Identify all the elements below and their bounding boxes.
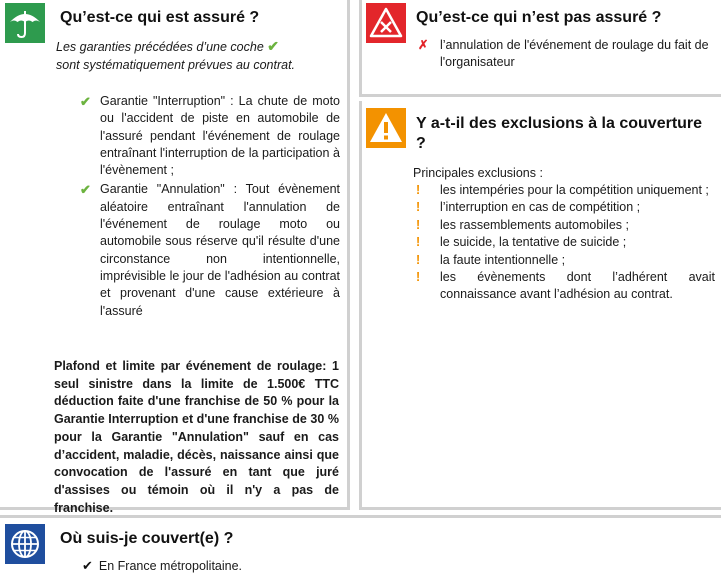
guarantee-list xyxy=(78,93,340,320)
exclusions-panel xyxy=(359,101,721,510)
not-covered-icon xyxy=(366,3,406,43)
guarantee-text: Garantie "Interruption" : La chute de moto ou l'accident de piste en automobile de l'assuré pendant l'événement de roulage entraînant l'interruption de la participation à l'évènement ; xyxy=(100,94,340,178)
guarantee-item xyxy=(78,93,340,179)
exclusion-item: ! les évènements dont l’adhérent avait connaissance avant l’adhésion au contrat. xyxy=(416,270,715,302)
not-assured-text: l’annulation de l'événement de roulage du fait de l'organisateur xyxy=(440,38,709,69)
umbrella-icon xyxy=(5,3,45,43)
exclusions-title: Y a-t-il des exclusions à la couverture ? xyxy=(416,115,703,152)
red-cross-icon: ✗ xyxy=(418,38,429,52)
exclamation-icon: ! xyxy=(416,200,421,215)
assured-title: Qu’est-ce qui est assuré ? xyxy=(60,9,260,26)
exclamation-icon: ! xyxy=(416,252,421,267)
coverage-text: En France métropolitaine. xyxy=(98,559,243,573)
guarantee-item xyxy=(78,181,340,319)
green-check-icon: ✔ xyxy=(80,182,91,198)
exclusions-list xyxy=(415,182,715,304)
assured-intro xyxy=(56,37,341,74)
exclusions-intro: Principales exclusions : xyxy=(413,166,543,180)
check-icon: ✔ xyxy=(82,558,93,573)
exclusion-item: ! le suicide, la tentative de suicide ; xyxy=(415,234,715,251)
exclamation-icon: ! xyxy=(416,235,421,250)
intro-text-2: sont systématiquement prévues au contrat. xyxy=(56,58,296,72)
exclusion-item: ! les rassemblements automobiles ; xyxy=(415,217,715,234)
warning-icon xyxy=(366,108,406,148)
exclamation-icon: ! xyxy=(416,183,421,197)
not-assured-title: Qu’est-ce qui n’est pas assuré ? xyxy=(416,9,662,26)
exclusion-item: ! la faute intentionnelle ; xyxy=(415,252,715,269)
exclusion-item: ! l’interruption en cas de compétition ; xyxy=(415,199,715,216)
plafond-text: Plafond et limite par événement de roulage: 1 seul sinistre dans la limite de 1.500€ TTC déduction faite d'une franchise de 50 % pour la Garantie Interruption et d'une franchise de 30 % pour la Garantie "Annulation" sauf en cas d’accident, maladie, décès, naissance ainsi que convocation de l'assuré en tant que juré d'assises ou témoin où il n'y a pas de franchise. xyxy=(54,359,339,515)
green-check-icon: ✔ xyxy=(267,38,280,54)
globe-icon xyxy=(5,524,45,564)
exclamation-icon: ! xyxy=(416,217,421,232)
not-assured-item xyxy=(418,37,721,71)
green-check-icon: ✔ xyxy=(80,94,91,109)
coverage-item xyxy=(82,558,242,574)
exclusion-item: ! les intempéries pour la compétition uniquement ; xyxy=(415,182,715,199)
exclamation-icon: ! xyxy=(416,270,421,285)
intro-text: Les garanties précédées d’une coche xyxy=(56,40,264,54)
guarantee-text: Garantie "Annulation" : Tout évènement aléatoire entraînant l'annulation de l'événement de roulage moto ou automobile sous réserve qu'il résulte d'une circonstance non intentionnelle, imprévisible le jour de l'adhésion au contrat et provenant d'une cause extérieure à l'assuré xyxy=(100,182,340,318)
coverage-title: Où suis-je couvert(e) ? xyxy=(60,530,234,547)
